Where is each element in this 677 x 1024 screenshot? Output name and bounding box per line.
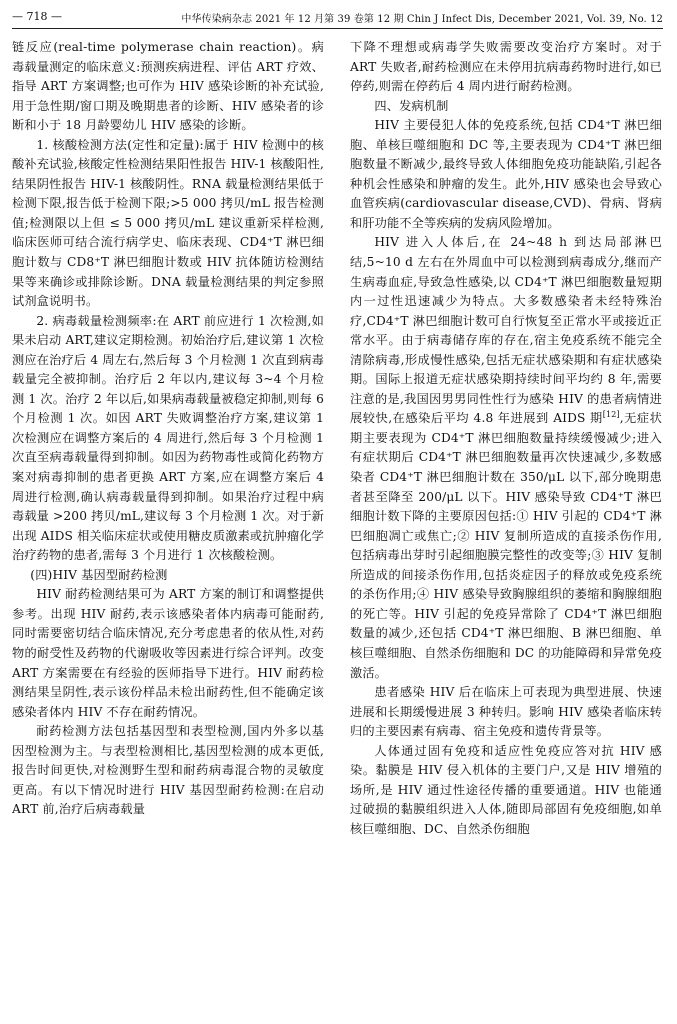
right-column [350,38,662,839]
header-rule [12,28,663,29]
paragraph: 2. 病毒载量检测频率:在 ART 前应进行 1 次检测,如果未启动 ART,建议定期检测。初始治疗后,建议第 1 次检测应在治疗后 4 周左右,然后每 3 个月检测 1 次直到病毒载量完全被抑制。治疗后 2 年以内,建议每 3~4 个月检测 1 次。治疗 2 年以后,如果病毒载量被稳定抑制,则每 6 个月检测 1 次。如因 ART 失败调整治疗方案,建议第 1 次检测应在调整方案后的 4 周进行,然后每 3 个月检测 1 次直至病毒载量得到抑制。如因为药物毒性或简化药物方案对病毒抑制的患者更换 ART 方案,应在调整方案后 4 周进行检测,确认病毒载量得到抑制。如果治疗过程中病毒载量 >200 拷贝/mL,建议每 3 个月检测 1 次。对于新出现 AIDS 相关临床症状或使用糖皮质激素或抗肿瘤化学治疗药物的患者,需每 3 个月进行 1 次核酸检测。 [12,313,324,563]
paragraph: 1. 核酸检测方法(定性和定量):属于 HIV 检测中的核酸补充试验,核酸定性检测结果阳性报告 HIV-1 核酸阳性,结果阴性报告 HIV-1 核酸阴性。RNA 载量检测结果低于检测下限,报告低于检测下限;>5 000 拷贝/mL 报告检测值;检测限以上但 ≤ 5 000 拷贝/mL 建议重新采样检测,临床医师可结合流行病学史、临床表现、CD4⁺T 淋巴细胞计数与 CD8⁺T 淋巴细胞计数或 HIV 抗体随访检测结果等来确诊或排除诊断。DNA 载量检测结果的判定参照试剂盒说明书。 [12,137,324,309]
section-heading: 四、发病机制 [374,98,449,113]
journal-citation: 中华传染病杂志 2021 年 12 月第 39 卷第 12 期 Chin J Infect Dis, December 2021, Vol. 39, No. 12 [181,14,663,25]
section-subheading: (四)HIV 基因型耐药检测 [30,567,168,582]
paragraph [350,233,662,683]
paragraph: 人体通过固有免疫和适应性免疫应答对抗 HIV 感染。黏膜是 HIV 侵入机体的主要门户,又是 HIV 增殖的场所,是 HIV 通过性途径传播的重要通道。HIV 也能通过破损的黏膜组织进入人体,随即局部固有免疫细胞,如单核巨噬细胞、DC、自然杀伤细胞 [350,743,662,836]
paragraph: HIV 耐药检测结果可为 ART 方案的制订和调整提供参考。出现 HIV 耐药,表示该感染者体内病毒可能耐药,同时需要密切结合临床情况,充分考虑患者的依从性,对药物的耐受性及药物的代谢吸收等因素进行综合评判。改变 ART 方案需要在有经验的医师指导下进行。HIV 耐药检测结果呈阴性,表示该份样品未检出耐药性,但不能确定该感染者体内 HIV 不存在耐药情况。 [12,587,324,719]
paragraph-text: ,无症状期主要表现为 CD4⁺T 淋巴细胞数量持续缓慢减少;进入有症状期后 CD4⁺T 淋巴细胞数量再次快速减少,多数感染者 CD4⁺T 淋巴细胞计数在 350/μL 以下,部分晚期患者甚至降至 200/μL 以下。HIV 感染导致 CD4⁺T 淋巴细胞计数下降的主要原因包括:① HIV 引起的 CD4⁺T 淋巴细胞凋亡或焦亡;② HIV 复制所造成的直接杀伤作用,包括病毒出芽时引起细胞膜完整性的改变等;③ HIV 复制所造成的间接杀伤作用,包括炎症因子的释放或免疫系统的杀伤作用;④ HIV 感染导致胸腺组织的萎缩和胸腺细胞的死亡等。HIV 引起的免疫异常除了 CD4⁺T 淋巴细胞数量的减少,还包括 CD4⁺T 淋巴细胞、B 淋巴细胞、单核巨噬细胞、自然杀伤细胞和 DC 的功能障碍和异常免疫激活。 [350,411,663,680]
left-column [12,38,324,820]
paragraph-text: HIV 进入人体后,在 24~48 h 到达局部淋巴结,5~10 d 左右在外周血中可以检测到病毒成分,继而产生病毒血症,导致急性感染,以 CD4⁺T 淋巴细胞数量短期内一过性迅速减少为特点。大多数感染者未经特殊治疗,CD4⁺T 淋巴细胞计数可自行恢复至正常水平或接近正常水平。由于病毒储存库的存在,宿主免疫系统不能完全清除病毒,形成慢性感染,包括无症状感染期和有症状感染期。国际上报道无症状感染期持续时间平均约 8 年,需要注意的是,我国因男男同性性行为感染 HIV 的患者病情进展较快,在感染后平均 4.8 年进展到 AIDS 期 [350,235,662,426]
paragraph: 下降不理想或病毒学失败需要改变治疗方案时。对于 ART 失败者,耐药检测应在未停用抗病毒药物时进行,如已停药,则需在停药后 4 周内进行耐药检测。 [350,40,662,94]
running-header [0,0,677,30]
paragraph: 耐药检测方法包括基因型和表型检测,国内外多以基因型检测为主。与表型检测相比,基因型检测的成本更低,报告时间更快,对检测野生型和耐药病毒混合物的灵敏度更高。有以下情况时进行 HIV 基因型耐药检测:在启动 ART 前,治疗后病毒载量 [12,724,324,817]
paragraph: 链反应(real-time polymerase chain reaction)。病毒载量测定的临床意义:预测疾病进程、评估 ART 疗效、指导 ART 方案调整;也可作为 HIV 感染诊断的补充试验,用于急性期/窗口期及晚期患者的诊断、HIV 感染者的诊断和小于 18 月龄婴幼儿 HIV 感染的诊断。 [12,40,324,133]
page-number: — 718 — [12,10,62,23]
paragraph: 患者感染 HIV 后在临床上可表现为典型进展、快速进展和长期缓慢进展 3 种转归。影响 HIV 感染者临床转归的主要因素有病毒、宿主免疫和遗传背景等。 [350,685,662,739]
citation-reference: [12] [602,410,620,420]
paragraph: HIV 主要侵犯人体的免疫系统,包括 CD4⁺T 淋巴细胞、单核巨噬细胞和 DC 等,主要表现为 CD4⁺T 淋巴细胞数量不断减少,最终导致人体细胞免疫功能缺陷,引起各种机会性感染和肿瘤的发生。此外,HIV 感染也会导致心血管疾病(cardiovascular disease,CVD)、骨病、肾病和肝功能不全等疾病的发病风险增加。 [350,118,662,230]
